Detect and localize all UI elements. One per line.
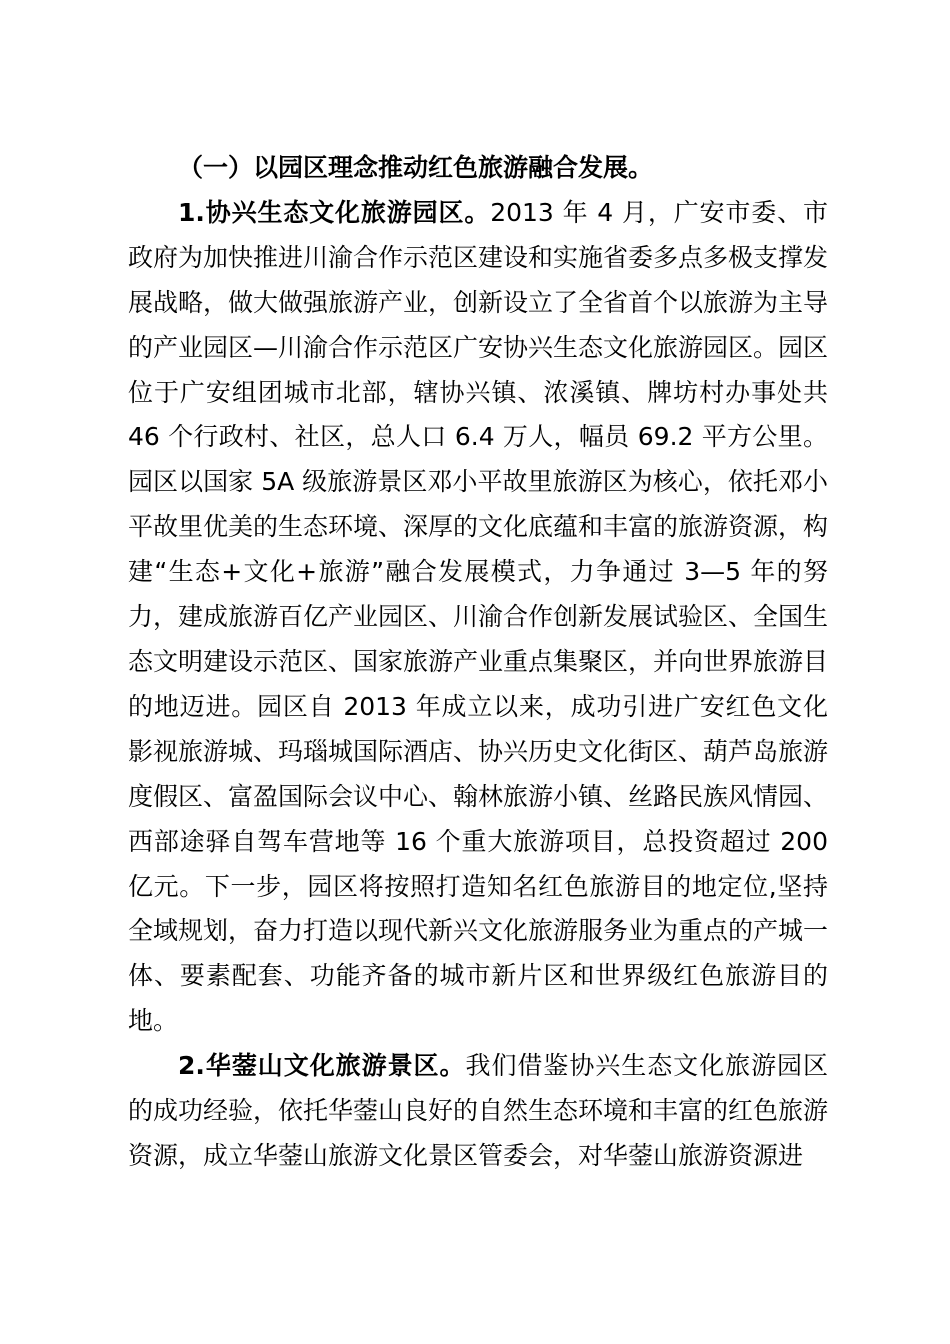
document-body (128, 146, 828, 1179)
paragraph-lead: 2.华蓥山文化旅游景区。 (178, 1051, 466, 1081)
section-heading: （一）以园区理念推动红色旅游融合发展。 (178, 153, 654, 182)
paragraph-text: 我们借鉴协兴生态文化旅游园区的成功经验，依托华蓥山良好的自然生态环境和丰富的红色旅游资源，成立华蓥山旅游文化景区管委会，对华蓥山旅游资源进 (128, 1051, 829, 1170)
paragraph-text: 2013 年 4 月，广安市委、市政府为加快推进川渝合作示范区建设和实施省委多点多极支撑发展战略，做大做强旅游产业，创新设立了全省首个以旅游为主导的产业园区—川渝合作示范区广安协兴生态文化旅游园区。园区位于广安组团城市北部，辖协兴镇、浓溪镇、牌坊村办事处共 46 个行政村、社区，总人口 6.4 万人，幅员 69.2 平方公里。园区以国家 5A 级旅游景区邓小平故里旅游区为核心，依托邓小平故里优美的生态环境、深厚的文化底蕴和丰富的旅游资源，构建“生态+文化+旅游”融合发展模式，力争通过 3—5 年的努力，建成旅游百亿产业园区、川渝合作创新发展试验区、全国生态文明建设示范区、国家旅游产业重点集聚区，并向世界旅游目的地迈进。园区自 2013 年成立以来，成功引进广安红色文化影视旅游城、玛瑙城国际酒店、协兴历史文化街区、葫芦岛旅游度假区、富盈国际会议中心、翰林旅游小镇、丝路民族风情园、西部途驿自驾车营地等 16 个重大旅游项目，总投资超过 200 亿元。下一步，园区将按照打造知名红色旅游目的地定位,坚持全域规划，奋力打造以现代新兴文化旅游服务业为重点的产城一体、要素配套、功能齐备的城市新片区和世界级红色旅游目的地。 (128, 197, 829, 1036)
paragraph-xiexing (128, 191, 828, 1044)
paragraph-huayingshan (128, 1044, 828, 1179)
paragraph-lead: 1.协兴生态文化旅游园区。 (178, 197, 491, 227)
